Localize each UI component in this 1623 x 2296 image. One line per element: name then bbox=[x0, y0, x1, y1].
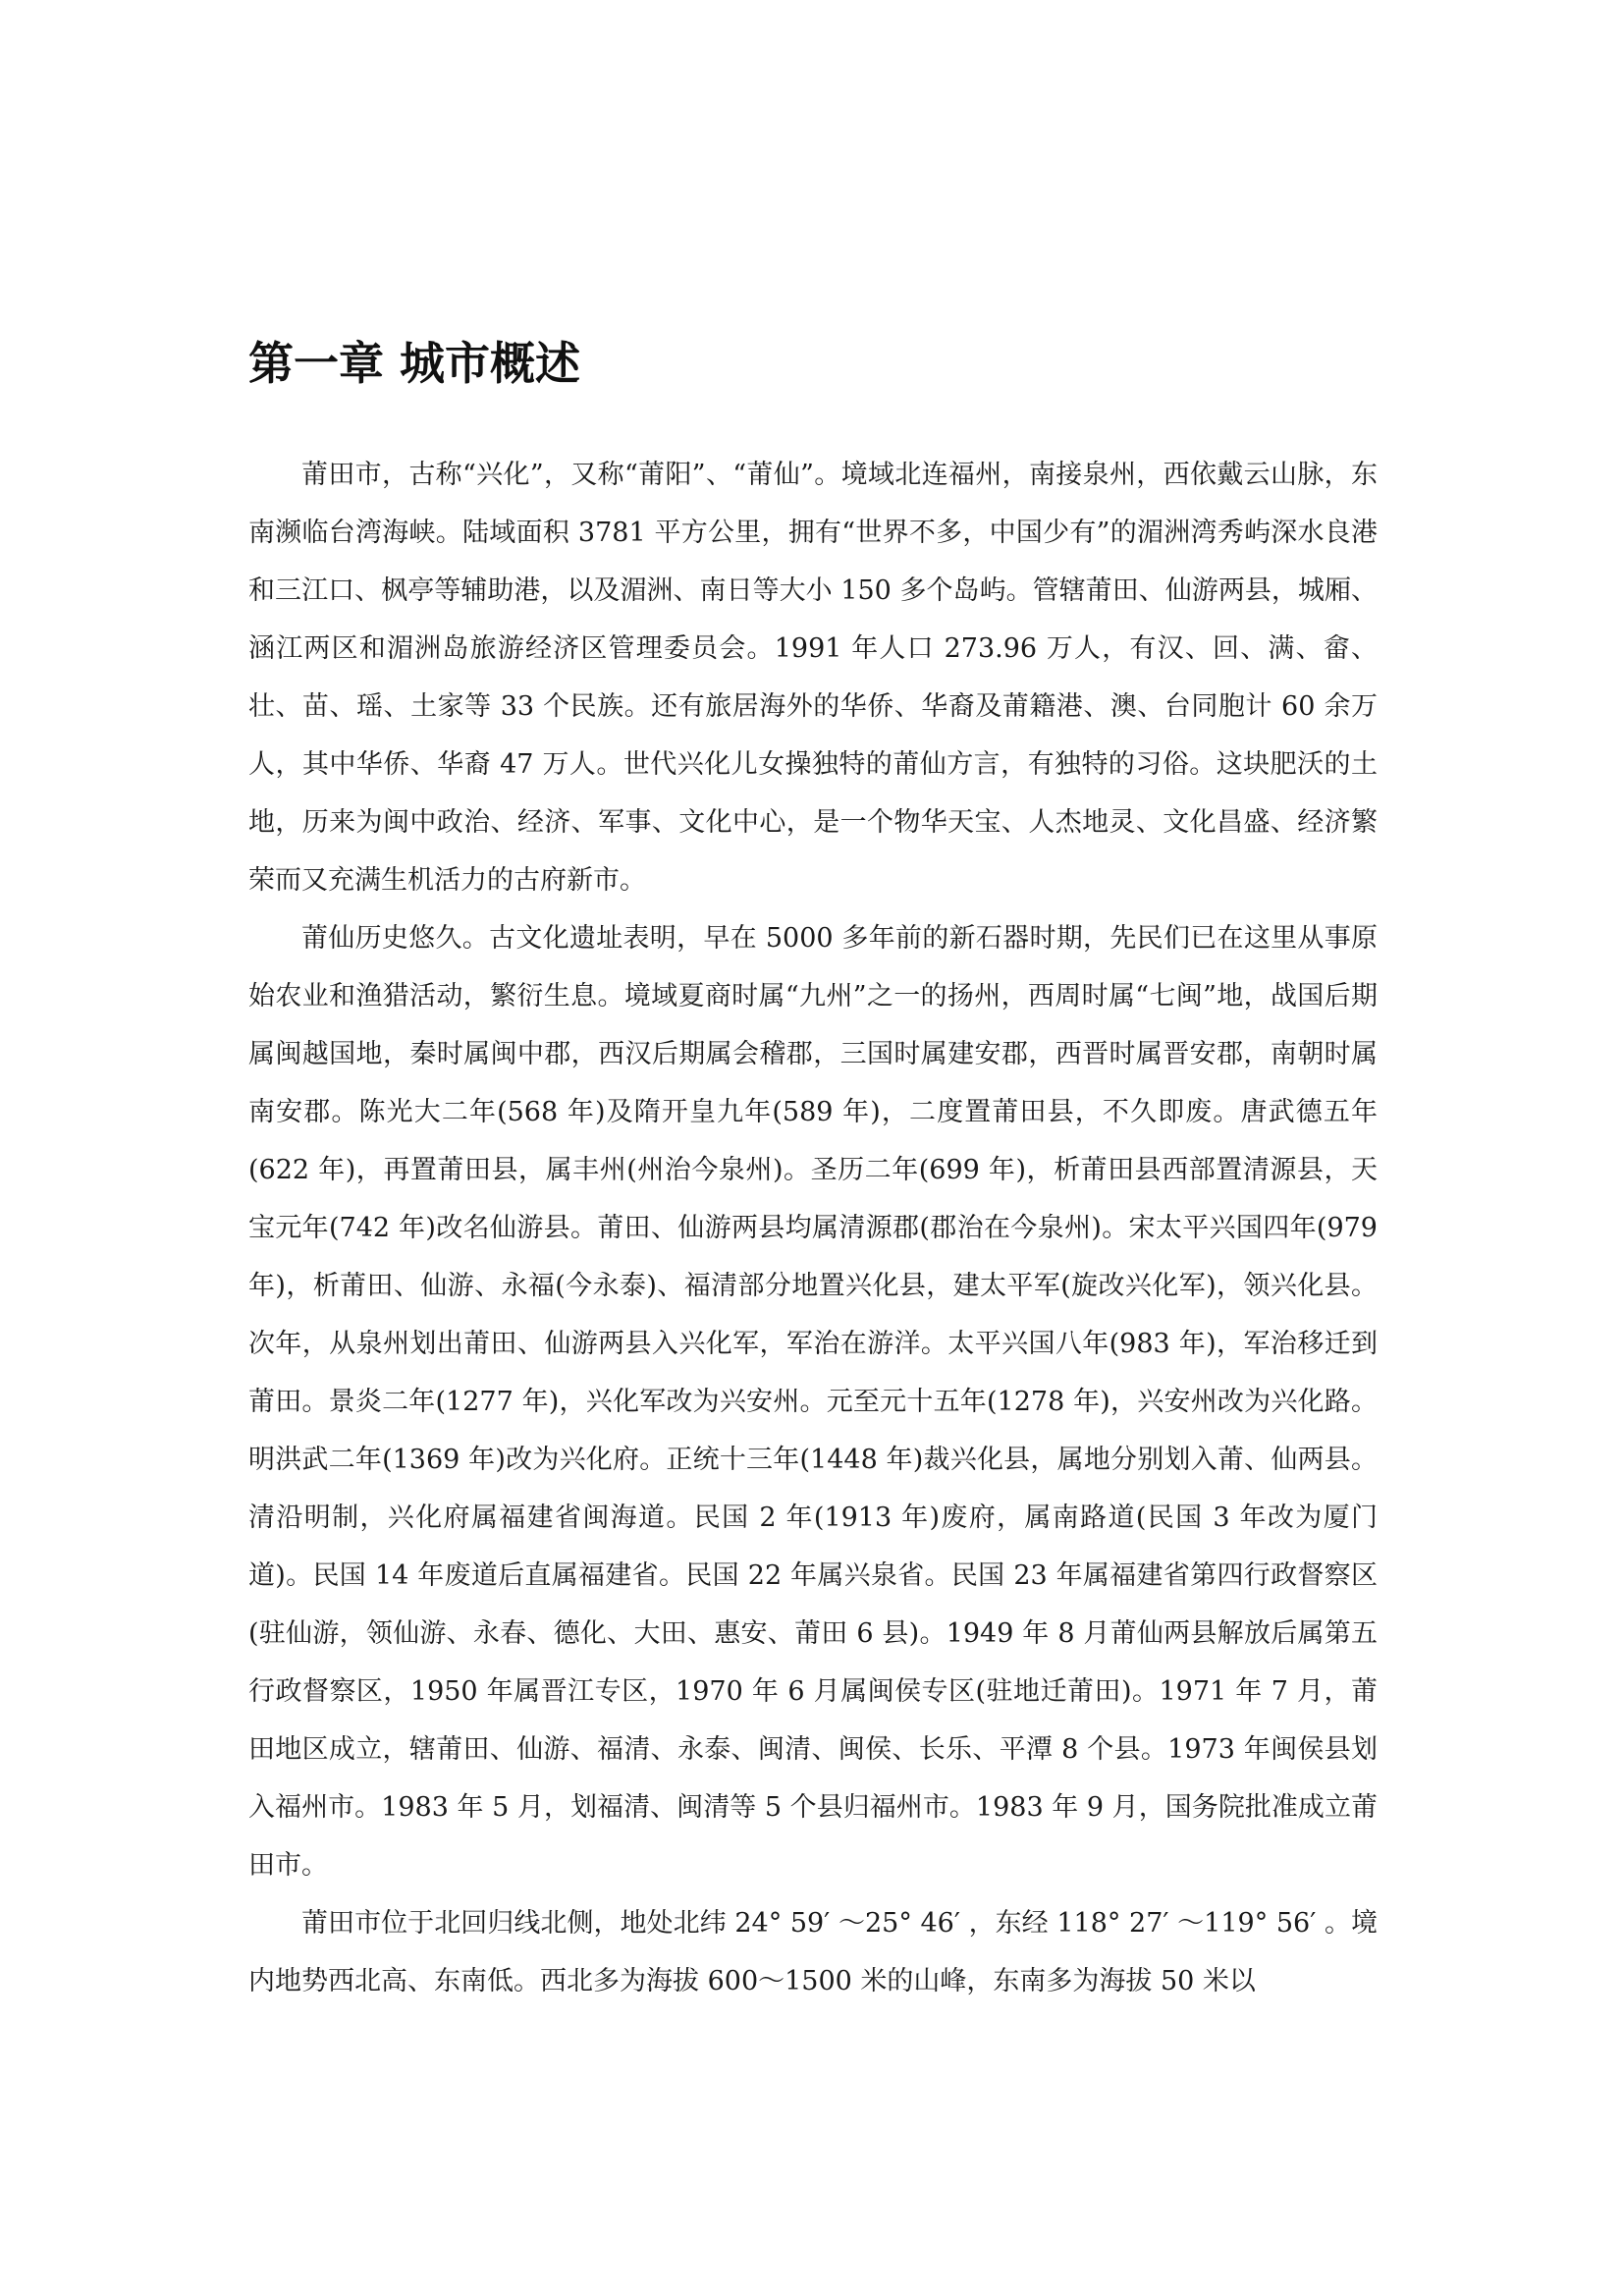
paragraph-geography: 莆田市位于北回归线北侧，地处北纬 24° 59′ ～25° 46′ ，东经 118° 27′ ～119° 56′ 。境内地势西北高、东南低。西北多为海拔 600～1500 米的山峰，东南多为海拔 50 米以 bbox=[248, 1908, 1378, 1996]
chapter-body bbox=[248, 446, 1378, 2010]
paragraph-overview: 莆田市，古称“兴化”，又称“莆阳”、“莆仙”。境域北连福州，南接泉州，西依戴云山脉，东南濒临台湾海峡。陆域面积 3781 平方公里，拥有“世界不多，中国少有”的湄洲湾秀屿深水良港和三江口、枫亭等辅助港，以及湄洲、南日等大小 150 多个岛屿。管辖莆田、仙游两县，城厢、涵江两区和湄洲岛旅游经济区管理委员会。1991 年人口 273.96 万人，有汉、回、满、畲、壮、苗、瑶、土家等 33 个民族。还有旅居海外的华侨、华裔及莆籍港、澳、台同胞计 60 余万人，其中华侨、华裔 47 万人。世代兴化儿女操独特的莆仙方言，有独特的习俗。这块肥沃的土地，历来为闽中政治、经济、军事、文化中心，是一个物华天宝、人杰地灵、文化昌盛、经济繁荣而又充满生机活力的古府新市。 bbox=[248, 460, 1378, 896]
paragraph-history: 莆仙历史悠久。古文化遗址表明，早在 5000 多年前的新石器时期，先民们已在这里从事原始农业和渔猎活动，繁衍生息。境域夏商时属“九州”之一的扬州，西周时属“七闽”地，战国后期属闽越国地，秦时属闽中郡，西汉后期属会稽郡，三国时属建安郡，西晋时属晋安郡，南朝时属南安郡。陈光大二年(568 年)及隋开皇九年(589 年)，二度置莆田县，不久即废。唐武德五年(622 年)，再置莆田县，属丰州(州治今泉州)。圣历二年(699 年)，析莆田县西部置清源县，天宝元年(742 年)改名仙游县。莆田、仙游两县均属清源郡(郡治在今泉州)。宋太平兴国四年(979 年)，析莆田、仙游、永福(今永泰)、福清部分地置兴化县，建太平军(旋改兴化军)，领兴化县。次年，从泉州划出莆田、仙游两县入兴化军，军治在游洋。太平兴国八年(983 年)，军治移迁到莆田。景炎二年(1277 年)，兴化军改为兴安州。元至元十五年(1278 年)，兴安州改为兴化路。明洪武二年(1369 年)改为兴化府。正统十三年(1448 年)裁兴化县，属地分别划入莆、仙两县。清沿明制，兴化府属福建省闽海道。民国 2 年(1913 年)废府，属南路道(民国 3 年改为厦门道)。民国 14 年废道后直属福建省。民国 22 年属兴泉省。民国 23 年属福建省第四行政督察区(驻仙游，领仙游、永春、德化、大田、惠安、莆田 6 县)。1949 年 8 月莆仙两县解放后属第五行政督察区，1950 年属晋江专区，1970 年 6 月属闽侯专区(驻地迁莆田)。1971 年 7 月，莆田地区成立，辖莆田、仙游、福清、永泰、闽清、闽侯、长乐、平潭 8 个县。1973 年闽侯县划入福州市。1983 年 5 月，划福清、闽清等 5 个县归福州市。1983 年 9 月，国务院批准成立莆田市。 bbox=[248, 923, 1378, 1881]
chapter-title: 第一章 城市概述 bbox=[248, 337, 581, 390]
